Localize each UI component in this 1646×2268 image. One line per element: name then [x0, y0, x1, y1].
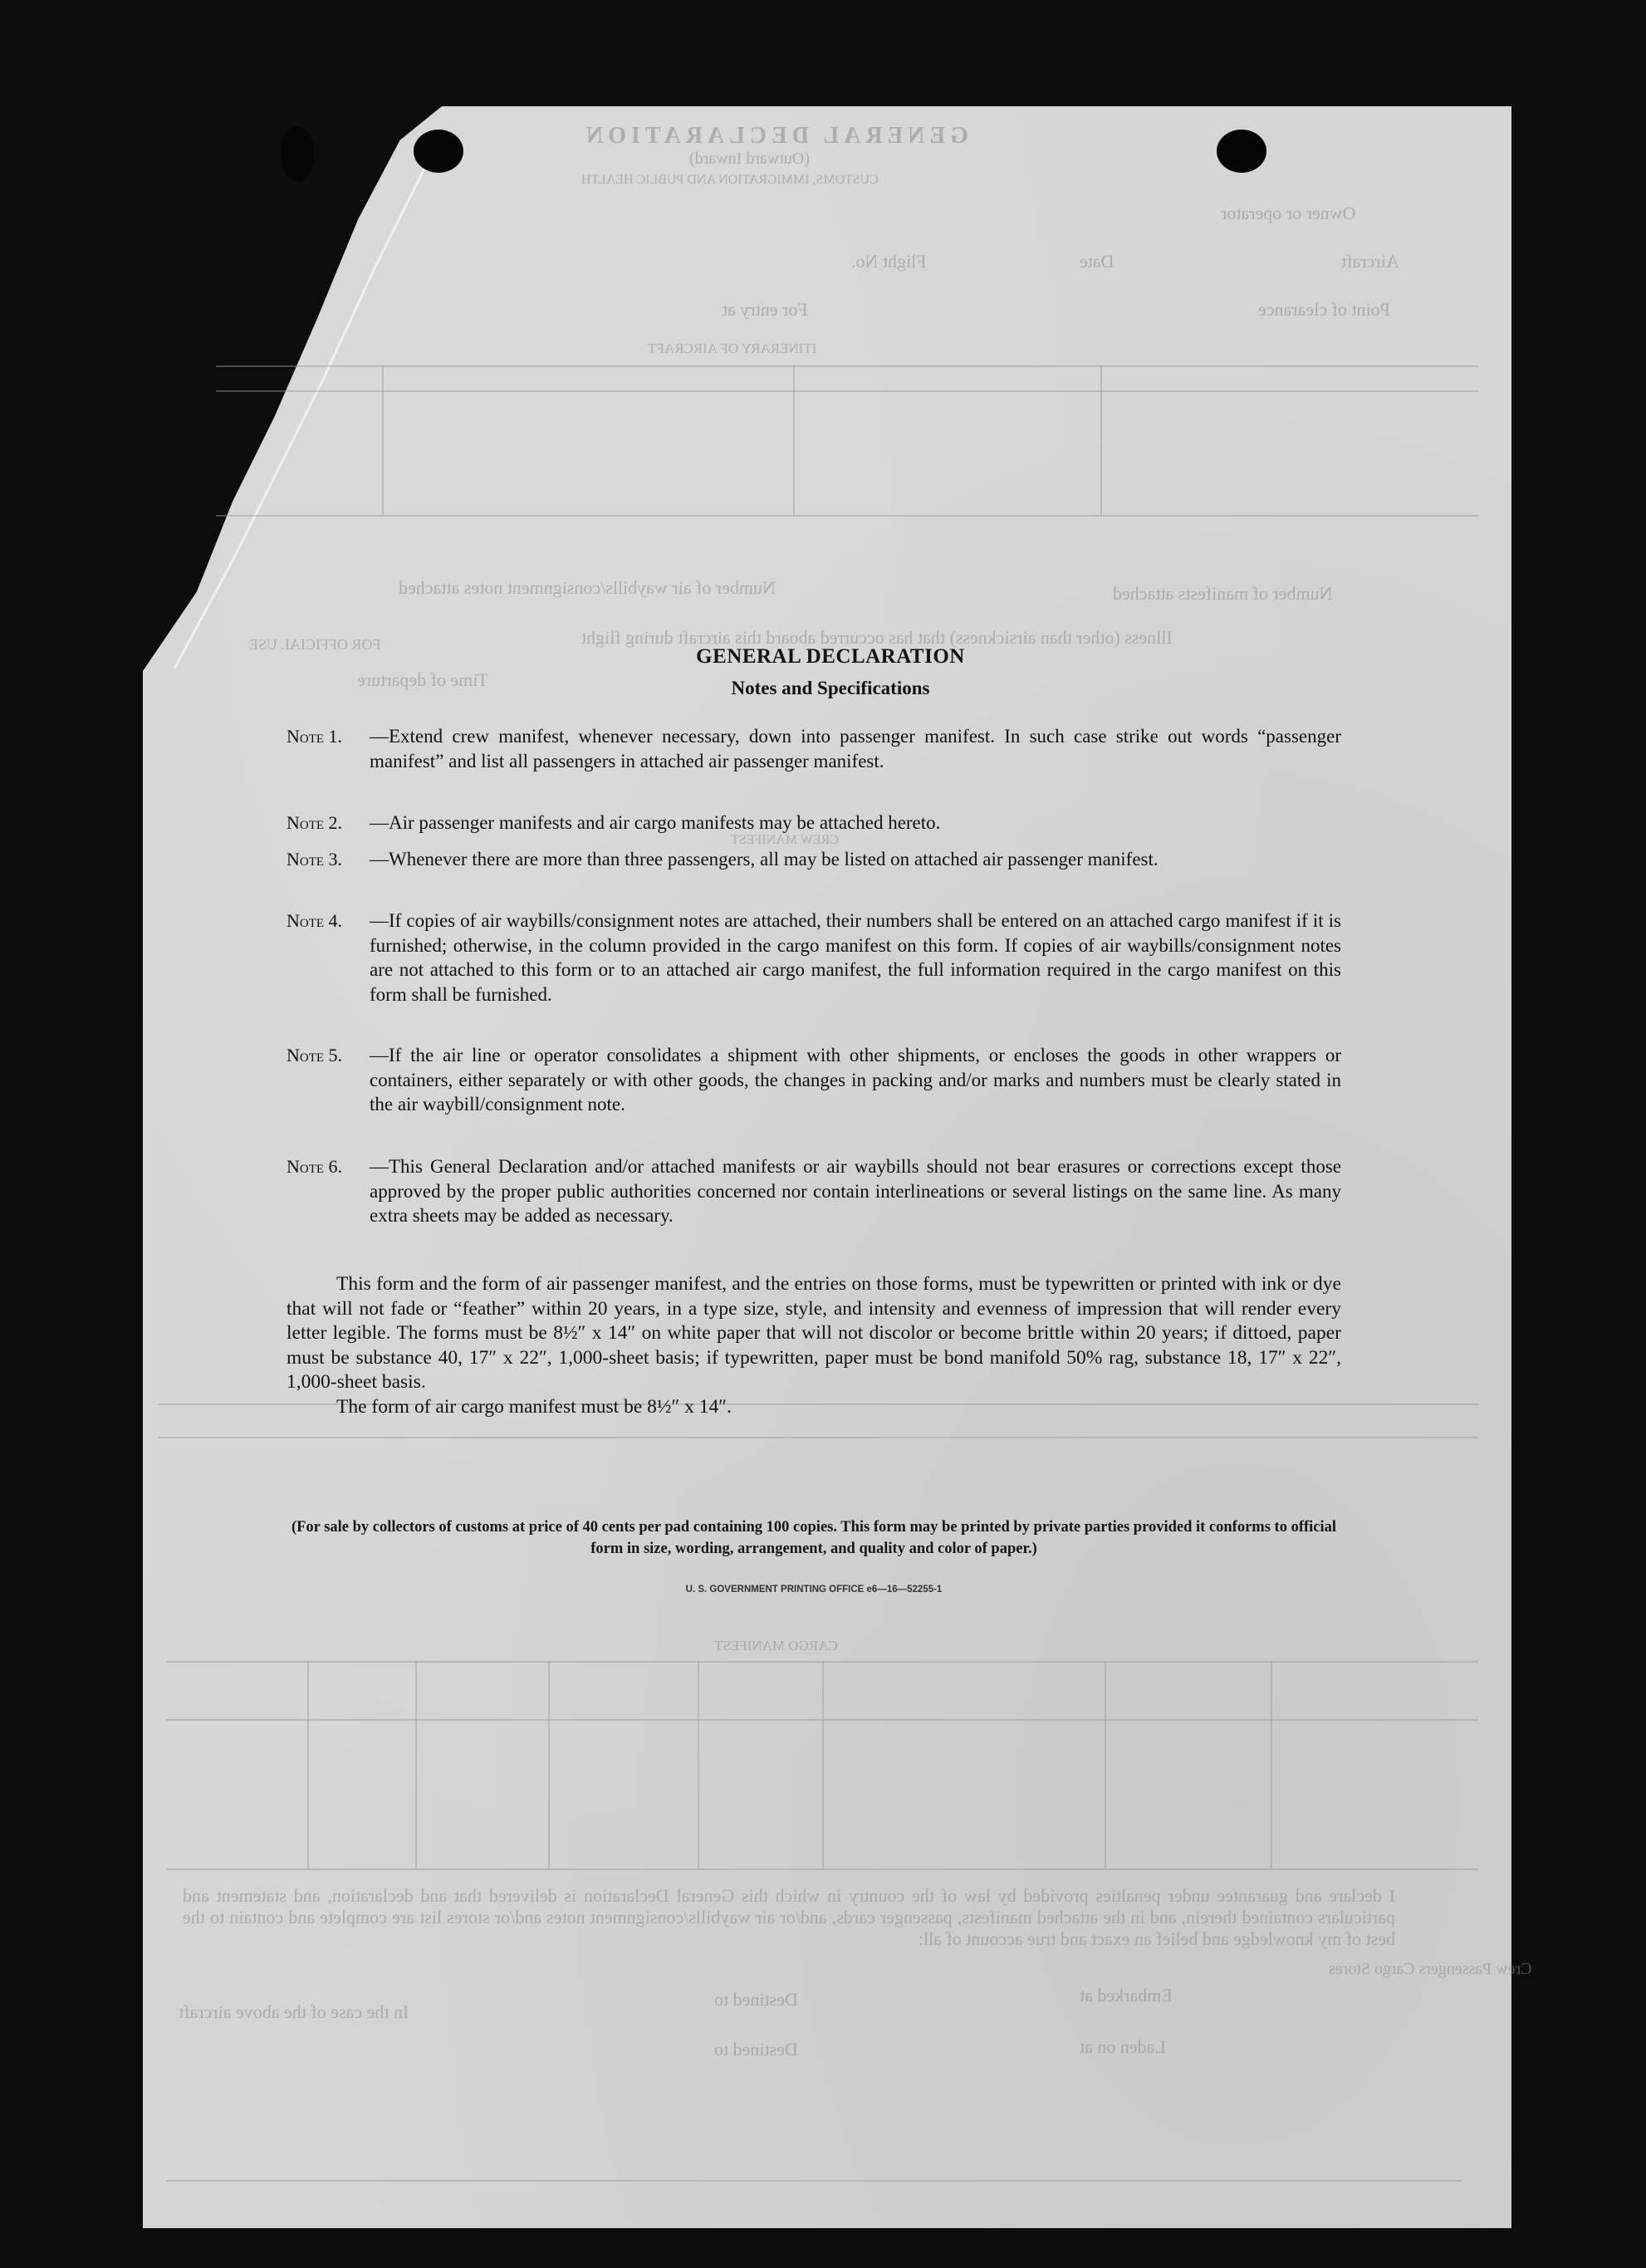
bleed-destined-2: Destined to — [714, 2039, 798, 2060]
punch-hole-right — [1217, 130, 1266, 173]
bleed-waybills: Number of air waybills/consignment notes attached — [399, 577, 776, 598]
bleed-rule-6 — [216, 515, 1478, 517]
note-1-label: Note 1. — [287, 726, 343, 747]
bleed-entry: For entry at — [723, 299, 808, 320]
note-4-label: Note 4. — [287, 910, 343, 931]
bleed-subtitle-1: (Outward Inward) — [689, 149, 810, 168]
bleed-illness: Illness (other than airsickness) that has occurred aboard this aircraft during flight — [581, 627, 1173, 648]
punch-hole-left-2 — [414, 130, 463, 173]
note-5 — [287, 1043, 1341, 1117]
bleed-rule-1 — [216, 365, 1478, 367]
bleed-rule-15 — [698, 1661, 699, 1869]
bleed-aircraft: Aircraft — [1341, 251, 1399, 272]
page-title: GENERAL DECLARATION — [696, 645, 965, 668]
bleed-rule-14 — [548, 1661, 550, 1869]
note-2-label: Note 2. — [287, 812, 343, 833]
bleed-embarked: Embarked at — [1080, 1985, 1173, 2006]
specification-paragraph-1: This form and the form of air passenger manifest, and the entries on those forms, must be typewritten or printed with ink or dye that will not fade or “feather” within 20 years, in a type size, style, and intensity and evenness of impression that will render every letter legible. The forms must be 8½″ x 14″ on white paper that will not discolor or become brittle within 20 years; if dittoed, paper must be substance 40, 17″ x 22″, 1,000-sheet basis; if typewritten, paper must be bond manifold 50% rag, substance 18, 17″ x 22″, 1,000-sheet basis. — [287, 1273, 1341, 1393]
bleed-rule-11 — [166, 1869, 1478, 1870]
bleed-rule-3 — [382, 365, 384, 515]
bleed-crew: CREW MANIFEST — [731, 833, 839, 847]
bleed-rule-5 — [1100, 365, 1102, 515]
bleed-manifests: Number of manifests attached — [1113, 583, 1333, 604]
bleed-date: Date — [1080, 251, 1114, 272]
bleed-rule-2 — [216, 390, 1478, 392]
note-2-text: —Air passenger manifests and air cargo manifests may be attached hereto. — [370, 812, 941, 833]
bleed-flight: Flight No. — [851, 251, 927, 272]
note-5-label: Note 5. — [287, 1045, 343, 1065]
page-subtitle: Notes and Specifications — [731, 678, 930, 698]
bleed-rule-12 — [307, 1661, 309, 1869]
bleed-destined-1: Destined to — [714, 1989, 798, 2010]
bleed-rule-13 — [415, 1661, 417, 1869]
note-1 — [287, 724, 1341, 773]
bleed-rule-17 — [1105, 1661, 1106, 1869]
specification-paragraph-2: The form of air cargo manifest must be 8½″ x 14″. — [336, 1395, 732, 1418]
bleed-cargo: CARGO MANIFEST — [714, 1638, 838, 1653]
bleed-rule-8 — [158, 1437, 1478, 1438]
bleed-itinerary: ITINERARY OF AIRCRAFT — [648, 340, 817, 356]
bleed-title: GENERAL DECLARATION — [581, 123, 968, 149]
bleed-official: FOR OFFICIAL USE — [249, 636, 381, 653]
bleed-laden: Laden on at — [1080, 2036, 1166, 2057]
note-6-label: Note 6. — [287, 1156, 343, 1177]
bleed-rule-16 — [822, 1661, 824, 1869]
bleed-subtitle-2: CUSTOMS, IMMIGRATION AND PUBLIC HEALTH — [581, 173, 879, 187]
punch-hole-left-1 — [281, 126, 314, 181]
note-5-text: —If the air line or operator consolidates a shipment with other shipments, or encloses the goods in other wrappers or containers, either separately or with other goods, the changes in packing and/or marks and numbers must be clearly stated in the air waybill/consignment note. — [370, 1045, 1341, 1114]
bleed-departure: Time of departure — [357, 669, 489, 690]
bleed-rule-19 — [166, 2180, 1462, 2182]
note-4-text: —If copies of air waybills/consignment notes are attached, their numbers shall be entered on an attached cargo manifest if it is furnished; otherwise, in the column provided in the cargo manifest on this form. If copies of air waybills/consignment notes are not attached to this form or to an attached air cargo manifest, the full information required in the cargo manifest on this form shall be furnished. — [370, 910, 1341, 1005]
note-3 — [287, 847, 1341, 872]
bleed-crew-list: Crew Passengers Cargo Stores — [1329, 1960, 1532, 1978]
note-4 — [287, 909, 1341, 1007]
note-6 — [287, 1154, 1341, 1228]
note-3-text: —Whenever there are more than three passengers, all may be listed on attached air passenger manifest. — [370, 849, 1159, 869]
bleed-rule-4 — [793, 365, 795, 515]
note-2 — [287, 811, 1341, 835]
note-6-text: —This General Declaration and/or attached manifests or air waybills should not bear erasures or corrections except those approved by the proper public authorities concerned nor contain interlineations or several listings on the same line. As many extra sheets may be added as necessary. — [370, 1156, 1341, 1226]
bleed-point: Point of clearance — [1258, 299, 1390, 320]
bleed-rule-18 — [1271, 1661, 1272, 1869]
note-1-text: —Extend crew manifest, whenever necessary, down into passenger manifest. In such case strike out words “passenger manifest” and list all passengers in attached air passenger manifest. — [370, 726, 1341, 772]
note-3-label: Note 3. — [287, 849, 343, 869]
bleed-declare: I declare and guarantee under penalties provided by law of the country in which this General Declaration is delivered that and declaration, and statement and particulars contained therein, and in the attached manifests, passenger cards, and/or air waybills/consignment notes and/or stores list are complete and contain to the best of my knowledge and belief an exact and true account of all: — [183, 1885, 1395, 1949]
printing-office-line: U. S. GOVERNMENT PRINTING OFFICE e6—16—52255-1 — [685, 1585, 943, 1594]
specification-paragraph — [287, 1272, 1341, 1419]
bleed-in-case: In the case of the above aircraft — [179, 2001, 409, 2022]
sale-note: (For sale by collectors of customs at price of 40 cents per pad containing 100 copies. This form may be printed by private parties provided it conforms to official form in size, wording, arrangement, and quality and color of paper.) — [291, 1519, 1337, 1557]
bleed-owner: Owner or operator — [1221, 203, 1356, 223]
